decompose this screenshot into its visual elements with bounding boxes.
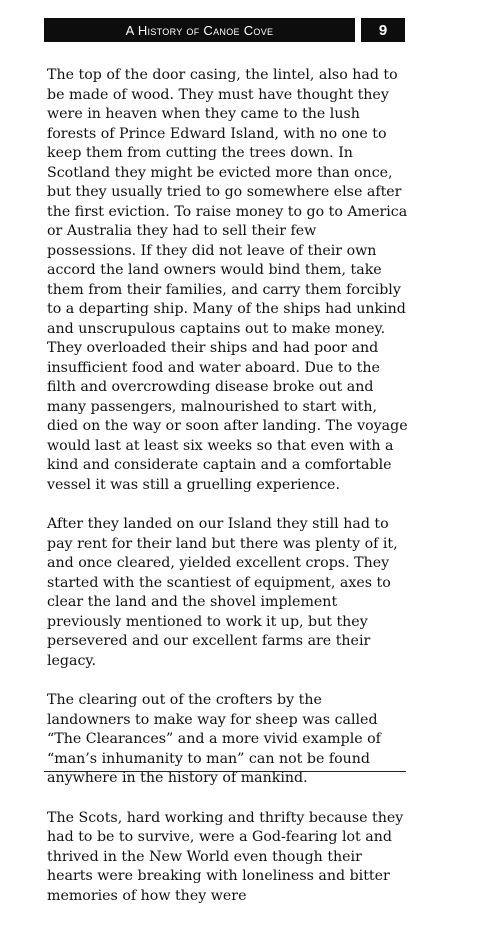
footer-rule — [44, 771, 406, 772]
header-title: A History of Canoe Cove — [44, 18, 355, 42]
paragraph-1: The top of the door casing, the lintel, also had to be made of wood. They must have thought they were in heaven when they came to the lush forests of Prince Edward Island, with no one to keep them from cutting the trees down. In Scotland they might be evicted more than once, but they usually tried to go somewhere else after the first eviction. To raise money to go to America or Australia they had to sell their few possessions. If they did not leave of their own accord the land owners would bind them, take them from their families, and carry them forcibly to a departing ship. Many of the ships had unkind and unscrupulous captains out to make money. They overloaded their ships and had poor and insufficient food and water aboard. Due to the filth and overcrowding disease broke out and many passengers, malnourished to start with, died on the way or soon after landing. The voyage would last at least six weeks so that even with a kind and considerate captain and a comfortable vessel it was still a gruelling experience. — [47, 67, 408, 493]
body-text — [47, 66, 409, 926]
paragraph-3: The clearing out of the crofters by the landowners to make way for sheep was called “The Clearances” and a more vivid example of “man’s inhumanity to man” can not be found anywhere in the history of mankind. — [47, 692, 381, 786]
paragraph-2: After they landed on our Island they still had to pay rent for their land but there was plenty of it, and once cleared, yielded excellent crops. They started with the scantiest of equipment, axes to clear the land and the shovel implement previously mentioned to work it up, but they persevered and our excellent farms are their legacy. — [47, 516, 398, 669]
page-number: 9 — [361, 18, 405, 42]
running-header — [44, 18, 405, 42]
paragraph-4: The Scots, hard working and thrifty because they had to be to survive, were a God-fearing lot and thrived in the New World even though their hearts were breaking with loneliness and bitter memories of how they were — [47, 809, 404, 904]
